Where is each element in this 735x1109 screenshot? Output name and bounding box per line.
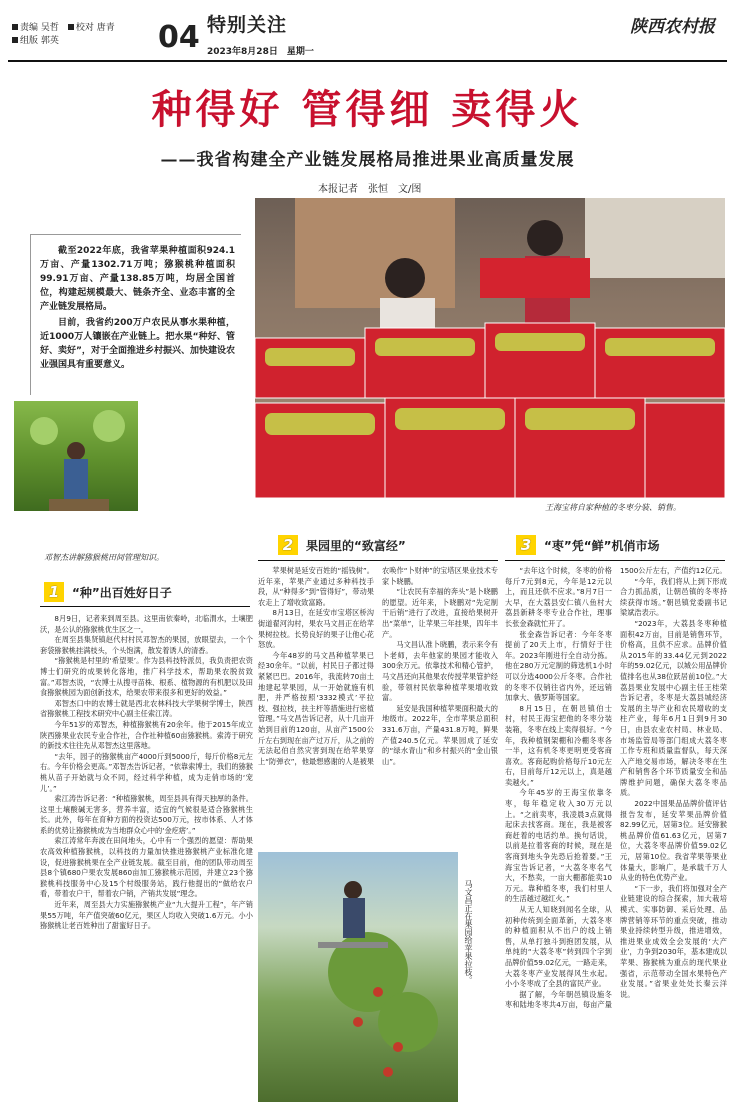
paragraph: 在周至县集贤镇赵代村村民邓智杰的果园，放眼望去，一个个套袋猕猴桃挂满枝头，个头饱满，散发着诱人的清香。 [40, 635, 253, 655]
paragraph: “让农民有幸福的奔头”是卜晓鹏的愿望。近年来，卜晓鹏对“先定制干后销”进行了改进，直接给果树开出“菜单”，让苹果三年挂果，四年丰产。 [382, 587, 498, 639]
kiwi-orchard-photo [14, 401, 138, 511]
lead-text [40, 244, 235, 374]
section-2-rule [258, 560, 498, 561]
section-title: 特别关注 [207, 14, 288, 36]
paragraph: “今年，我们将从上到下形成合力抓品质，让朝邑镇的冬枣持续获得市场。”朝邑镇党委副书记梁斌浩表示。 [620, 576, 727, 618]
byline: 本报记者 张恒 文/图 [318, 184, 422, 195]
paragraph: 邓智杰口中的农博士就是西北农林科技大学果树学博士，陕西省猕猴桃工程技术研究中心副主任索江涛。 [40, 698, 253, 719]
paragraph: 苹果树是延安百姓的“摇钱树”。近年来，苹果产业通过多种科技手段，从“种得多”到“管得好”，带动果农走上了增收致富路。 [258, 566, 374, 607]
section-1-heading [44, 582, 172, 602]
section-1-rule [40, 606, 250, 607]
section-2-heading [278, 535, 406, 555]
section-3-heading [516, 535, 660, 555]
newspaper-masthead: 陕西农村报 [630, 17, 715, 37]
lead-paragraph: 截至2022年底，我省苹果种植面积924.1万亩、产量1302.71万吨；猕猴桃种植面积99.91万亩、产量138.85万吨，均居全国首位，构建起规模最大、链条齐全、业态丰富的全产业链发展格局。 [40, 246, 235, 312]
section-2-title: 果园里的“致富经” [306, 539, 406, 553]
paragraph: 今年51岁的邓智杰，种植猕猴桃有20余年。他于2015年成立陕西猕果业农民专业合作社，合作社种植60亩猕猴桃。索涛于研究的新技术往往先从邓智杰这里落地。 [40, 719, 253, 751]
paragraph: 近年来，周至县大力实施猕猴桃产业“九大提升工程”，年产销果55万吨，年产值突破60亿元，果区人均收入突破1.6万元。小小猕猴桃让老百姓种出了甜蜜好日子。 [40, 900, 253, 931]
paragraph: 索江涛常年奔波在田间地头，心中有一个强烈的愿望：帮助果农高效种植猕猴桃，以科技的力量加快推进猕猴桃产业标准化建设，促进猕猴桃果在全产业链发展。截至目前，他的团队带动周至县8个镇680户果农发展860亩加工猕猴桃示范园，并建立23个猕猴桃科技服务中心及15个村级服务站，践行他提出的“做给农户看，带着农户干，帮着农户销，产销共发展”理念。 [40, 836, 253, 899]
issue-date: 2023年8月28日 星期一 [207, 47, 314, 57]
paragraph: 张金森告诉记者：今年冬枣提前了20天上市，行情好于往年。2023年刚进行全自动分拣。他在280万元定制的筛选机1小时可以分选4000公斤冬枣。合作社的冬枣不仅销往省内外，还远销加拿大、俄罗斯等国家。 [505, 629, 612, 703]
paragraph: 8月15日，在朝邑镇伯士村，村民王海宝把他的冬枣分装装箱，冬枣在线上卖得很好。“今年，我种植钢架棚和冷棚冬枣各一半，这有机冬枣更明更受客商喜欢。客商起购价格每斤10元左右，目前每斤12元以上，真是越卖越火。” [505, 703, 612, 787]
mid-photo-caption: 马文昌正在果园给苹果拉枝。 [464, 880, 473, 984]
lead-paragraph: 目前，我省约200万户农民从事水果种植，近1000万人镶嵌在产业链上。把水果“种好、管好、卖好”，对于全面推进乡村振兴、加快建设农业强国具有重要意义。 [40, 318, 235, 370]
paragraph: 延安是我国种植苹果面积最大的地级市。2022年，全市苹果总面积331.6万亩，产量431.8万吨，鲜果产值240.5亿元。苹果园成了延安的“绿水青山”和乡村振兴的“金山银山”。 [382, 703, 498, 766]
photo-illustration [255, 198, 725, 498]
paragraph: “2023年，大荔县冬枣种植面积42万亩，目前是销售环节，价格高，且供不应求。品牌价值从2015年的33.44亿元到2022年的59.02亿元，以城公用品牌价值排名也从38位跃居前10位。”大荔县果业发展中心副主任王桂荣告诉记者，冬枣是大荔县城经济发展的主导产业和农民增收的支柱产业，每年6月1日到9月30日，由县农业农村局、林业局、市场监管局等部门组成大荔冬枣工作专班和质量监督队，每天深入产地交易市场，解决冬枣在生产和销售各个环节质量安全和品牌维护问题，确保大荔冬枣品质。 [620, 618, 727, 798]
section-1-body [40, 614, 253, 1104]
section-3-body [505, 566, 727, 1106]
paragraph: 马文昌认准卜晓鹏，表示来令有卜老师，去年他家的果园才能收入300余万元。依靠技术和精心管护，马文昌还向其他果农传授苹果管护经验，带领村民依靠种植苹果增收致富。 [382, 640, 498, 703]
paragraph: “去年，园子的猕猴桃亩产4000斤到5000斤，每斤价格8元左右。今年价格会更高。”邓智杰告诉记者，“依靠索博士，我们的猕猴桃从苗子开始就与众不同，经过科学种植，成为走俏市场的‘宠儿’。” [40, 751, 253, 793]
section-2-number: 2 [278, 535, 298, 555]
page-number: 04 [158, 20, 200, 55]
paragraph: 8月13日，在延安市宝塔区桥沟街道翟河沟村，果农马文昌正在给苹果树拉枝。长势良好的果子让他心花怒放。 [258, 608, 374, 650]
editor-credits: 责编 吴哲 校对 唐青 组版 郭英 [12, 22, 115, 48]
section-1-title: “种”出百姓好日子 [72, 586, 172, 600]
paragraph: “下一步，我们将加强对全产业链建设的综合探索，加大栽培模式、实事防御、采后处理、品牌营销等环节的重点突破，推动果业持续转型升级，推进增效，推进果业成效全会发展的‘大产业’，力争到2030年，基本建成以苹果、猕猴桃为重点的现代果业强省，示范带动全国水果特色产业发展。”省果业处处长秦云洋说。 [620, 883, 727, 999]
section-3-title: “枣”凭“鲜”机俏市场 [544, 539, 660, 553]
paragraph: 8月9日，记者来到周至县。这里南依秦岭，北临渭水，土壤肥沃，是公认的猕猴桃优生区之一。 [40, 614, 253, 634]
apple-orchard-photo [258, 852, 458, 1102]
jujube-packing-photo [255, 198, 725, 498]
paragraph: 索江涛告诉记者：“种植猕猴桃，周至县具有得天独厚的条件。这里土壤酸碱无害多，营养丰富，适宜的气候很是适合猕猴桃生长。此外，每年在育种方面的投资达500万元，按市体系、人才体系的优势让猕猴桃成为当地群众心中的‘金疙瘩’。” [40, 794, 253, 835]
photo-illustration [14, 401, 138, 511]
paragraph: 今年45岁的王海宝依靠冬枣，每年稳定收入30万元以上。“之前卖枣，我凌晨3点就得起床去找客商。现在，我是被客商赶着的电话约单。换句话说，以前是拉着客商的时候，现在是客商到地头争先恐后抢着要。”王海宝告诉记者，“大荔冬枣名气大，不愁卖，一亩大棚都能卖10万元。靠种植冬枣，我们村里人的生活越过越红火。” [505, 788, 612, 904]
section-2-body [258, 566, 498, 846]
subheadline: ——我省构建全产业链发展格局推进果业高质量发展 [160, 150, 575, 170]
headline: 种得好 管得细 卖得火 [151, 87, 584, 133]
top-photo-caption: 王海宝将自家种植的冬枣分装、销售。 [545, 503, 681, 512]
paragraph: “去年这个时候，冬枣的价格每斤7元到8元，今年是12元以上，而且还供不应求。”8月7日一大早，在大荔县安仁镇八鱼村大荔县新耕冬枣专业合作社，理事长张金森就忙开了。 [505, 566, 612, 628]
paragraph: 从无人知晓到闻名全球，从初种传统到全面革新，大荔冬枣的种植面积从不出户的线上销售，从单打独斗到抱团发展，从单纯的“大荔冬枣”转到四个字到品牌价值59.02亿元，一路走来，大荔冬枣产业发展得风生水起。小小冬枣成了全县的富民产业。 [505, 905, 612, 989]
section-3-rule [505, 560, 725, 561]
paragraph: 今年48岁的马文昌种植苹果已经30余年。“以前，村民日子都过得紧紧巴巴。2016年，我流转70亩土地建起苹果园，从一开始就施有机肥，并严格按照‘3332模式’平拉枝、强拉枝，扶主杆等措施进行密植管理。”马文昌告诉记者，从十几亩开始到目前的120亩，从亩产1500公斤左右到现在亩产过万斤，从之前的无法起伯自然灾害到现在给苹果穿上“防弹衣”，他最想感谢的人是被果农唤作“卜财神”的宝塔区果业技术专家卜晓鹏。 [258, 566, 498, 766]
section-3-number: 3 [516, 535, 536, 555]
section-1-number: 1 [44, 582, 64, 602]
photo-illustration [258, 852, 458, 1102]
header-rule [8, 60, 727, 62]
paragraph: “猕猴桃是村里的‘希望果’。作为县科技特派员，我负责把农资博士们研究的成果转化落地，推广科学技术，帮助果农脱贫致富。”邓智杰说，“农博士从搜寻苗株、根系、植物源的有机肥以及田食猕猴桃园为面创新技术，给果农带来很多和更好的效益。” [40, 656, 253, 698]
paragraph: 2022中国果品品牌价值评估报告发布，延安苹果品牌价值82.99亿元，居第3位。延安猕猴桃品牌价值61.63亿元，居第7位，大荔冬枣品牌价值59.02亿元，居第10位。我省苹果等果业体量大，影响广，是承载千万人从业的特色优势产业。 [620, 799, 727, 883]
left-photo-caption: 邓智杰讲解猕猴桃田间管理知识。 [44, 553, 164, 562]
paragraph: 据了解，今年朝邑镇设施冬枣和陆地冬枣共4万亩，每亩产量1500公斤左右，产值约12亿元。 [505, 566, 727, 1010]
